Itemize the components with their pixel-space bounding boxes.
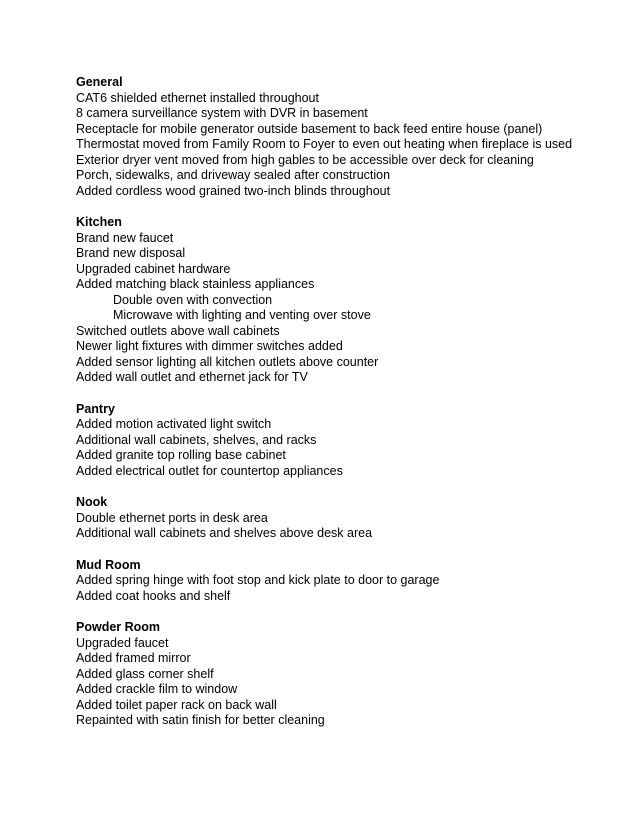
- list-item: Upgraded faucet: [76, 635, 169, 650]
- list-item: Double ethernet ports in desk area: [76, 510, 268, 525]
- section-title: Powder Room: [76, 620, 161, 634]
- list-item: Added sensor lighting all kitchen outlets above counter: [76, 354, 379, 369]
- list-item: Added granite top rolling base cabinet: [76, 448, 286, 462]
- list-item: Brand new faucet: [76, 230, 174, 245]
- list-item: Additional wall cabinets, shelves, and racks: [76, 432, 317, 447]
- list-item: Porch, sidewalks, and driveway sealed after construction: [76, 168, 391, 182]
- list-item: Added framed mirror: [76, 651, 191, 665]
- list-item: Added glass corner shelf: [76, 666, 214, 681]
- section-general: [76, 75, 636, 199]
- list-item: Newer light fixtures with dimmer switches added: [76, 339, 343, 353]
- section-pantry: [76, 402, 636, 480]
- list-sub-item: Microwave with lighting and venting over stove: [113, 308, 371, 322]
- list-item: Added cordless wood grained two-inch blinds throughout: [76, 183, 391, 198]
- list-item: Added crackle film to window: [76, 682, 238, 696]
- section-title: General: [76, 75, 123, 89]
- list-item: Receptacle for mobile generator outside basement to back feed entire house (panel): [76, 121, 543, 136]
- list-item: Upgraded cabinet hardware: [76, 261, 231, 276]
- list-item: Added toilet paper rack on back wall: [76, 697, 277, 712]
- list-item: Exterior dryer vent moved from high gables to be accessible over deck for cleaning: [76, 152, 534, 167]
- document-page: [76, 75, 636, 745]
- list-item: Added motion activated light switch: [76, 417, 272, 431]
- list-item: Brand new disposal: [76, 246, 186, 260]
- section-title: Pantry: [76, 401, 115, 416]
- section-title: Mud Room: [76, 557, 141, 572]
- section-title: Nook: [76, 495, 108, 509]
- list-item: Added matching black stainless appliances: [76, 277, 315, 291]
- section-powder-room: [76, 620, 636, 729]
- section-kitchen: [76, 215, 636, 386]
- list-item: Added coat hooks and shelf: [76, 588, 231, 603]
- list-item: Added electrical outlet for countertop appliances: [76, 463, 343, 478]
- list-sub-item: Double oven with convection: [113, 292, 273, 307]
- list-item: Switched outlets above wall cabinets: [76, 323, 280, 338]
- list-item: Added spring hinge with foot stop and kick plate to door to garage: [76, 573, 440, 587]
- section-mud-room: [76, 558, 636, 605]
- section-nook: [76, 495, 636, 542]
- list-item: 8 camera surveillance system with DVR in basement: [76, 106, 368, 120]
- list-item: Additional wall cabinets and shelves above desk area: [76, 526, 373, 540]
- list-item: Added wall outlet and ethernet jack for TV: [76, 370, 308, 384]
- section-title: Kitchen: [76, 215, 122, 229]
- list-item: CAT6 shielded ethernet installed throughout: [76, 90, 319, 105]
- list-item: Thermostat moved from Family Room to Foyer to even out heating when fireplace is used: [76, 137, 573, 151]
- list-item: Repainted with satin finish for better cleaning: [76, 713, 325, 727]
